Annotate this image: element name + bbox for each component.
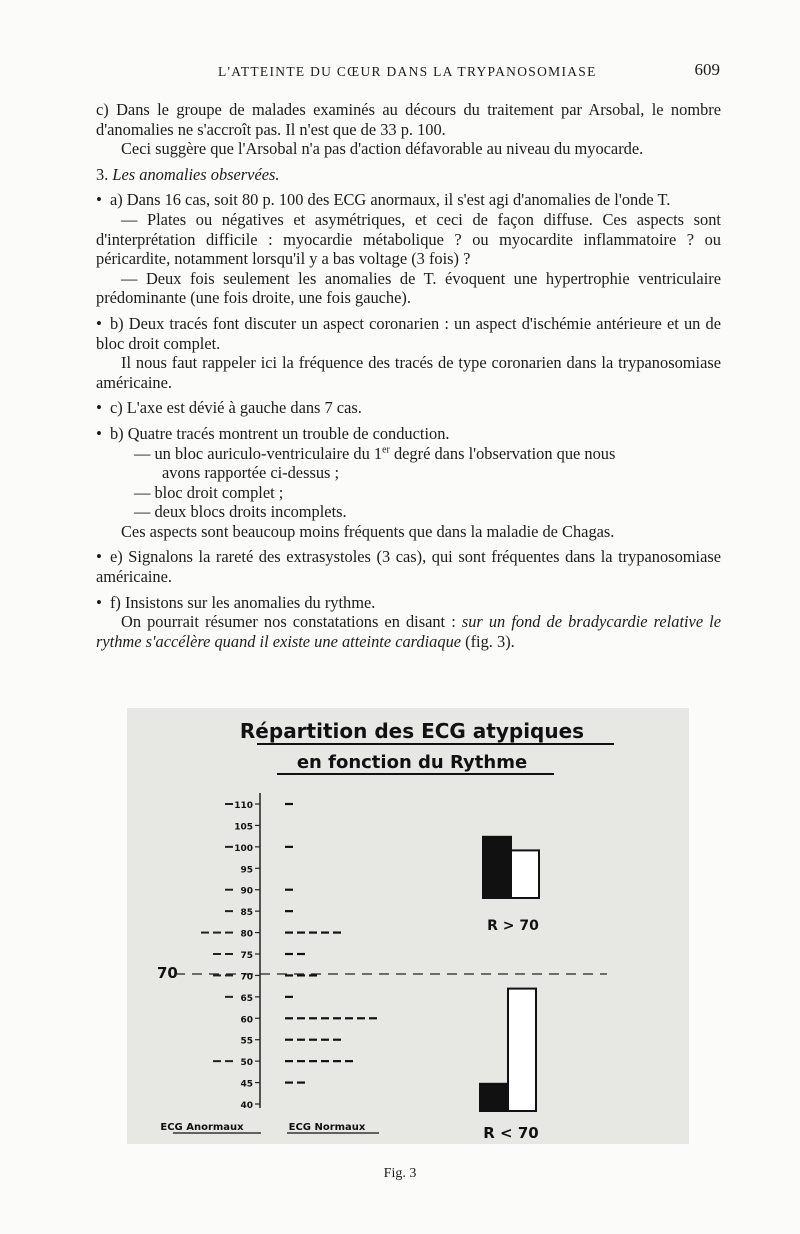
item-d: • b) Quatre tracés montrent un trouble de conduction. — [96, 424, 721, 444]
y-tick-label: 100 — [234, 843, 253, 854]
group-label-high: R > 70 — [487, 918, 539, 934]
page-number: 609 — [694, 60, 720, 79]
item-d-dash-2: — bloc droit complet ; — [134, 482, 284, 502]
item-f: • f) Insistons sur les anomalies du rythme. — [96, 593, 721, 613]
item-f-note-italic: sur un fond de bradycardie relative le rythme s'accélère quand il existe une atteinte cardiaque — [96, 612, 722, 651]
item-b-note: Il nous faut rappeler ici la fréquence des tracés de type coronarien dans la trypanosomiase américaine. — [96, 353, 721, 392]
col-label-abnormal: ECG Anormaux — [160, 1122, 244, 1133]
item-d-dash-1 — [96, 444, 721, 464]
item-e: • e) Signalons la rareté des extrasystoles (3 cas), qui sont fréquentes dans la trypanosomiase américaine. — [96, 547, 721, 586]
y-tick-label: 90 — [240, 886, 253, 897]
paragraph-conclusion: Ceci suggère que l'Arsobal n'a pas d'action défavorable au niveau du myocarde. — [121, 139, 644, 159]
item-b: • b) Deux tracés font discuter un aspect coronarien : un aspect d'ischémie antérieure et un de bloc droit complet. — [96, 314, 721, 353]
y-tick-label: 60 — [240, 1015, 253, 1026]
item-a-dash-2: — Deux fois seulement les anomalies de T. évoquent une hypertrophie ventriculaire prédominante (une fois droite, une fois gauche). — [96, 268, 721, 308]
page-header — [120, 60, 720, 84]
running-title: L'ATTEINTE DU CŒUR DANS LA TRYPANOSOMIASE — [218, 64, 597, 79]
item-d-dash-1-cont: avons rapportée ci-dessus ; — [162, 463, 340, 483]
item-a: • a) Dans 16 cas, soit 80 p. 100 des ECG anormaux, il s'est agi d'anomalies de l'onde T. — [96, 190, 721, 210]
figure-chart — [127, 708, 689, 1144]
y-ticks — [234, 801, 260, 1111]
item-f-note-end: (fig. 3). — [461, 631, 515, 651]
group-label-low: R < 70 — [483, 1124, 539, 1142]
item-d-dash-1-end: degré dans l'observation que nous — [389, 443, 616, 463]
threshold-label: 70 — [157, 964, 178, 982]
superscript: er — [382, 444, 390, 456]
chart-title-line1: Répartition des ECG atypiques — [239, 719, 585, 743]
paragraph-c: c) Dans le groupe de malades examinés au décours du traitement par Arsobal, le nombre d'anomalies ne s'accroît pas. Il n'est que de 33 p. 100. — [96, 100, 721, 139]
y-tick-label: 110 — [234, 801, 253, 811]
bar-normal — [508, 989, 536, 1111]
y-tick-label: 45 — [240, 1079, 253, 1090]
tally-marks — [201, 804, 377, 1083]
body-text — [96, 100, 721, 651]
item-d-dash-3: — deux blocs droits incomplets. — [134, 502, 347, 522]
y-tick-label: 105 — [234, 822, 253, 833]
col-label-normal: ECG Normaux — [288, 1122, 366, 1133]
item-d-note: Ces aspects sont beaucoup moins fréquents que dans la maladie de Chagas. — [121, 521, 615, 541]
bar-abnormal — [483, 837, 511, 898]
section-number: 3. — [96, 164, 109, 184]
item-f-note-start: On pourrait résumer nos constatations en disant : — [121, 612, 462, 632]
y-tick-label: 95 — [240, 865, 253, 876]
y-tick-label: 55 — [240, 1036, 253, 1047]
section-heading — [96, 165, 721, 185]
y-tick-label: 85 — [240, 908, 253, 919]
item-d-dash-1-start: — un bloc auriculo-ventriculaire du 1 — [134, 443, 383, 463]
figure-3 — [127, 708, 689, 1144]
y-tick-label: 75 — [240, 951, 253, 961]
y-tick-label: 40 — [240, 1101, 253, 1111]
y-tick-label: 65 — [240, 993, 253, 1004]
y-tick-label: 70 — [240, 972, 253, 983]
chart-title-line2: en fonction du Rythme — [296, 752, 528, 773]
item-c: • c) L'axe est dévié à gauche dans 7 cas. — [96, 398, 721, 418]
section-title: Les anomalies observées. — [112, 164, 280, 184]
y-tick-label: 50 — [240, 1058, 253, 1069]
y-tick-label: 80 — [240, 929, 253, 940]
bar-abnormal — [480, 1084, 508, 1111]
bar-normal — [511, 850, 539, 898]
item-f-note — [96, 612, 721, 651]
item-a-dash-1: — Plates ou négatives et asymétriques, et ceci de façon diffuse. Ces aspects sont d'interprétation difficile : myocardie métabolique ? ou myocardite inflammatoire ? ou péricardite, notamment lorsqu'il y a bas voltage (3 fois) ? — [96, 209, 721, 269]
figure-caption: Fig. 3 — [383, 1166, 417, 1181]
